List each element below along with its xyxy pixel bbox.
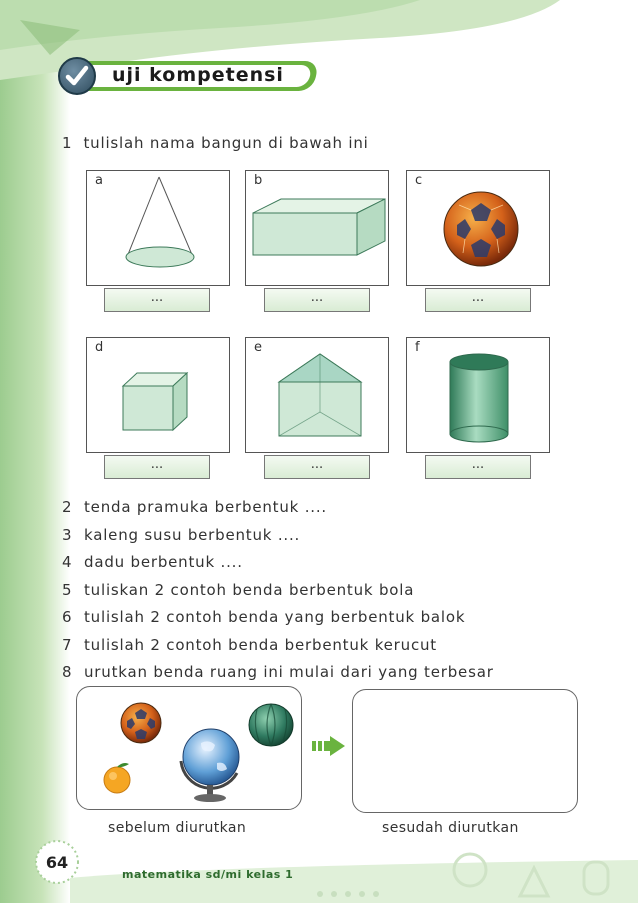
before-sort-caption: sebelum diurutkan xyxy=(108,820,247,836)
cone-icon xyxy=(117,175,201,271)
question-row xyxy=(62,636,494,664)
answer-field-b[interactable]: ... xyxy=(264,288,370,312)
question-text: dadu berbentuk .... xyxy=(84,553,243,571)
ball-icon xyxy=(441,189,521,269)
shape-label: c xyxy=(415,173,423,188)
question-text: tenda pramuka berbentuk .... xyxy=(84,498,327,516)
shape-label: d xyxy=(95,340,104,355)
shape-label: f xyxy=(415,340,420,355)
answer-field-c[interactable]: ... xyxy=(425,288,531,312)
cylinder-icon xyxy=(447,352,511,444)
question-row xyxy=(62,526,494,554)
question-text: tulislah 2 contoh benda berbentuk kerucut xyxy=(84,635,437,654)
orange-icon xyxy=(101,759,135,795)
shape-box-f xyxy=(406,337,550,453)
shape-label: b xyxy=(254,173,263,188)
answer-field-a[interactable]: ... xyxy=(104,288,210,312)
shape-box-c xyxy=(406,170,550,286)
footer-decoration xyxy=(0,838,638,903)
answer-field-d[interactable]: ... xyxy=(104,455,210,479)
before-sort-panel xyxy=(76,686,302,810)
question-number: 1 xyxy=(62,134,73,152)
section-badge xyxy=(58,57,320,95)
ball-icon xyxy=(119,701,163,745)
question-text: tulislah 2 contoh benda yang berbentuk balok xyxy=(84,608,466,626)
question-text: kaleng susu berbentuk .... xyxy=(84,525,301,544)
after-sort-caption: sesudah diurutkan xyxy=(382,820,519,836)
question-text: tuliskan 2 contoh benda berbentuk bola xyxy=(84,580,415,599)
question-row xyxy=(62,608,494,636)
question-list xyxy=(62,498,494,691)
question-row xyxy=(62,553,494,581)
question-row xyxy=(62,498,494,526)
shape-box-e xyxy=(245,337,389,453)
shape-label: e xyxy=(254,340,262,355)
book-title: matematika sd/mi kelas 1 xyxy=(122,868,294,881)
question-text: urutkan benda ruang ini mulai dari yang terbesar xyxy=(84,663,494,681)
question-number: 2 xyxy=(62,498,73,516)
after-sort-panel[interactable] xyxy=(352,689,578,813)
prism-icon xyxy=(276,350,364,440)
shape-box-d xyxy=(86,337,230,453)
shape-box-a xyxy=(86,170,230,286)
cube-icon xyxy=(121,370,191,434)
section-title: uji kompetensi xyxy=(112,64,284,86)
question-1 xyxy=(62,134,369,152)
cuboid-icon xyxy=(250,195,386,259)
watermelon-icon xyxy=(247,701,295,747)
question-number: 6 xyxy=(62,608,73,626)
checkmark-icon xyxy=(58,57,96,95)
answer-field-e[interactable]: ... xyxy=(264,455,370,479)
question-number: 3 xyxy=(62,525,73,544)
question-text: tulislah nama bangun di bawah ini xyxy=(83,134,369,152)
globe-icon xyxy=(173,721,245,805)
shape-box-b xyxy=(245,170,389,286)
question-number: 7 xyxy=(62,635,73,654)
page-number: 64 xyxy=(45,852,69,872)
question-number: 4 xyxy=(62,553,73,571)
shape-label: a xyxy=(95,173,103,188)
answer-field-f[interactable]: ... xyxy=(425,455,531,479)
question-number: 5 xyxy=(62,580,73,599)
question-row xyxy=(62,581,494,609)
question-number: 8 xyxy=(62,663,73,681)
arrow-right-icon xyxy=(312,736,346,756)
